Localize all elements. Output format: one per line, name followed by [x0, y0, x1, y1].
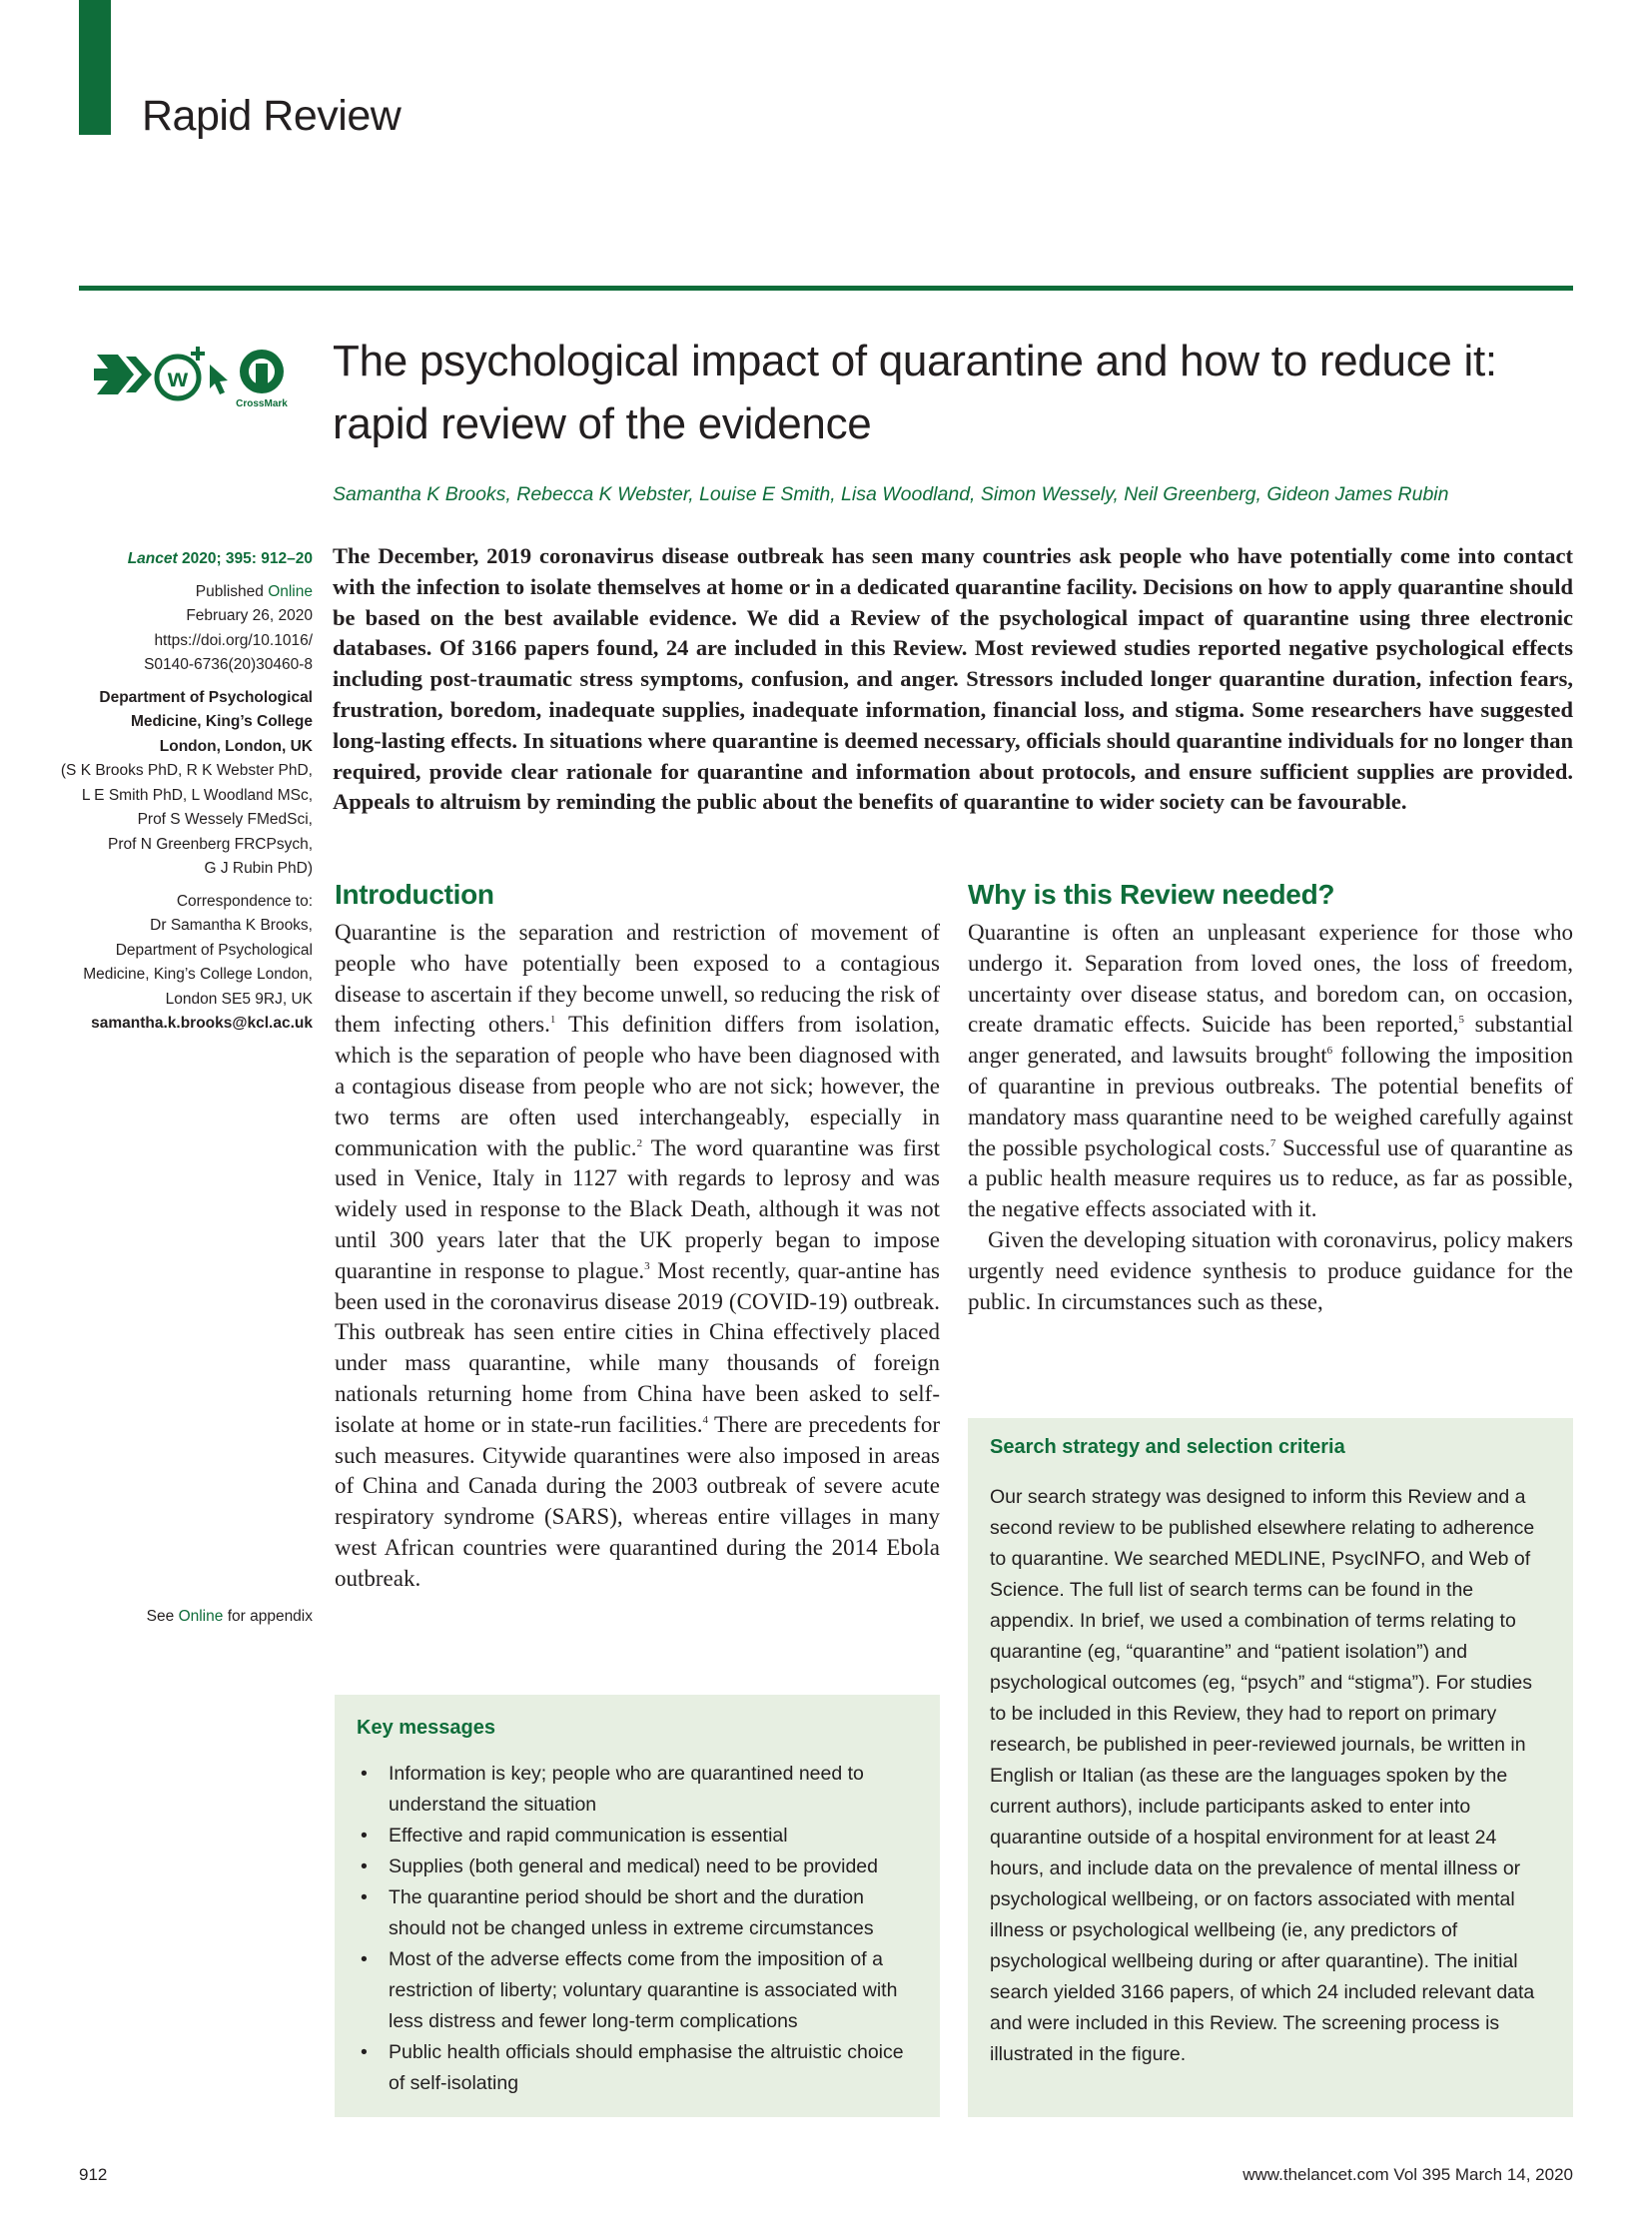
paragraph — [335, 918, 940, 1595]
key-messages-list — [357, 1759, 920, 2099]
author-degrees: L E Smith PhD, L Woodland MSc, — [81, 786, 313, 804]
correspondence-line: Medicine, King’s College London, — [83, 966, 313, 983]
published-online — [60, 580, 313, 605]
search-strategy-title: Search strategy and selection criteria — [990, 1436, 1345, 1458]
appendix-note — [60, 1608, 313, 1626]
crossmark-label: CrossMark — [236, 398, 288, 409]
affiliation-line: Department of Psychological — [99, 688, 313, 706]
key-messages-panel — [335, 1695, 940, 2117]
text-run: following the imposition of quarantine in previous outbreaks. The potential benefits of mandatory mass quarantine need to be weighed carefully against the possible psychological costs. — [968, 1043, 1573, 1160]
reference-marker[interactable]: 5 — [1458, 1014, 1464, 1027]
section-label: Rapid Review — [142, 92, 402, 140]
appendix-rest: for appendix — [227, 1608, 313, 1625]
list-item: • The quarantine period should be short and the duration should not be changed unless in extreme circumstances — [357, 1882, 920, 1944]
author-degrees: Prof N Greenberg FRCPsych, — [107, 835, 313, 853]
article-badges — [92, 335, 317, 414]
appendix-online-link[interactable]: Online — [178, 1608, 224, 1625]
text-run: Most recently, quar-antine has been used in the coronavirus disease 2019 (COVID-19) outbreak. This outbreak has seen entire cities in China effectively placed under mass quarantine, while many thousands of foreign nationals returning home from China have been asked to self-isolate at home or in state-run facilities. — [335, 1257, 940, 1437]
published-online-link[interactable]: Online — [268, 582, 313, 600]
reference-marker[interactable]: 2 — [636, 1136, 643, 1149]
author-degrees: (S K Brooks PhD, R K Webster PhD, — [60, 762, 313, 779]
why-review-heading: Why is this Review needed? — [968, 879, 1335, 910]
full-text-arrow-icon[interactable] — [94, 355, 152, 394]
correspondence-line: London SE5 9RJ, UK — [165, 990, 313, 1008]
journal-name: Lancet — [127, 550, 178, 567]
list-item: • Information is key; people who are quarantined need to understand the situation — [357, 1759, 920, 1821]
footer-journal-info: www.thelancet.com Vol 395 March 14, 2020 — [1242, 2165, 1573, 2184]
text-run: substantial anger generated, and lawsuits brought — [968, 1012, 1573, 1069]
correspondence-label: Correspondence to: — [176, 892, 313, 910]
introduction-body — [335, 918, 940, 1595]
correspondence-line: Dr Samantha K Brooks, — [150, 917, 313, 934]
header-rule — [79, 286, 1573, 291]
text-run: This definition differs from isolation, which is the separation of people who have been diagnosed with a contagious disease from people who are not sick; however, the two terms are often used interchangeably, especially in communication with the public. — [335, 1012, 940, 1160]
web-extra-icon[interactable] — [157, 347, 205, 398]
text-run: Quarantine is the separation and restriction of movement of people who have potentially been exposed to a contagious disease to ascertain if they become unwell, so reducing the risk of them infecting others. — [335, 920, 940, 1038]
page-number: 912 — [79, 2165, 108, 2184]
list-item: • Effective and rapid communication is essential — [357, 1821, 920, 1851]
section-color-tab — [79, 0, 111, 135]
text-run: Quarantine is often an unpleasant experience for those who undergo it. Separation from loved ones, the loss of freedom, uncertainty over disease status, and boredom can, on occasion, create dramatic effects. Suicide has been reported, — [968, 920, 1573, 1038]
abstract: The December, 2019 coronavirus disease outbreak has seen many countries ask people who have potentially come into contact with the infection to isolate themselves at home or in a dedicated quarantine facility. Decisions on how to apply quarantine should be based on the best available evidence. We did a Review of the psychological impact of quarantine using three electronic databases. Of 3166 papers found, 24 are included in this Review. Most reviewed studies reported negative psychological effects including post-traumatic stress symptoms, confusion, and anger. Stressors included longer quarantine duration, infection fears, frustration, boredom, inadequate supplies, inadequate information, financial loss, and stigma. Some researchers have suggested long-lasting effects. In situations where quarantine is deemed necessary, officials should quarantine individuals for no longer than required, provide clear rationale for quarantine and information about protocols, and ensure sufficient supplies are provided. Appeals to altruism by reminding the public about the benefits of quarantine to wider society can be favourable. — [333, 543, 1573, 815]
author-degrees: G J Rubin PhD) — [204, 860, 313, 877]
paragraph — [968, 918, 1573, 1225]
introduction-heading: Introduction — [335, 879, 494, 910]
why-review-body — [968, 918, 1573, 1317]
article-title: The psychological impact of quarantine and how to reduce it: rapid review of the evidence — [333, 337, 1497, 448]
search-strategy-panel — [968, 1418, 1573, 2117]
citation-volume: 2020; 395: 912–20 — [181, 550, 313, 567]
svg-text:w: w — [167, 363, 189, 392]
reference-marker[interactable]: 4 — [702, 1413, 709, 1426]
text-run: Successful use of quarantine as a public health measure requires us to reduce, as far as possible, the negative effects associated with it. — [968, 1134, 1573, 1222]
list-item: • Supplies (both general and medical) need to be provided — [357, 1851, 920, 1882]
doi-link-2[interactable]: S0140-6736(20)30460-8 — [144, 656, 313, 673]
affiliation-line: London, London, UK — [159, 737, 313, 755]
affiliation-line: Medicine, King’s College — [130, 713, 313, 730]
reference-marker[interactable]: 6 — [1326, 1045, 1333, 1058]
reference-marker[interactable]: 3 — [644, 1259, 650, 1272]
publication-date: February 26, 2020 — [186, 607, 313, 624]
author-list: Samantha K Brooks, Rebecca K Webster, Louise E Smith, Lisa Woodland, Simon Wessely, Neil Greenberg, Gideon James Rubin — [333, 483, 1449, 505]
correspondence-email[interactable]: samantha.k.brooks@kcl.ac.uk — [91, 1015, 313, 1032]
crossmark-icon[interactable] — [236, 350, 288, 409]
appendix-see: See — [146, 1608, 175, 1625]
text-run: The word quarantine was first used in Venice, Italy in 1127 with regards to leprosy and was widely used in response to the Black Death, although it was not until 300 years later that the UK properly began to impose quarantine in response to plague. — [335, 1134, 940, 1283]
reference-marker[interactable]: 7 — [1269, 1136, 1276, 1149]
article-sidebar — [60, 547, 313, 1037]
paragraph: Given the developing situation with coronavirus, policy makers urgently need evidence synthesis to produce guidance for the public. In circumstances such as these, — [968, 1226, 1573, 1314]
cursor-arrow-icon — [210, 365, 228, 394]
author-degrees: Prof S Wessely FMedSci, — [137, 811, 313, 828]
journal-citation — [60, 547, 313, 572]
correspondence-line: Department of Psychological — [115, 941, 313, 959]
search-strategy-text: Our search strategy was designed to inform this Review and a second review to be published elsewhere relating to adherence to quarantine. We searched MEDLINE, PsycINFO, and Web of Science. The full list of search terms can be found in the appendix. In brief, we used a combination of terms relating to quarantine (eg, “quarantine” and “patient isolation”) and psychological outcomes (eg, “psych” and “stigma”). For studies to be included in this Review, they had to report on primary research, be published in peer-reviewed journals, be written in English or Italian (as these are the languages spoken by the current authors), include participants asked to enter into quarantine outside of a hospital environment for at least 24 hours, and include data on the prevalence of mental illness or psychological wellbeing, or on factors associated with mental illness or psychological wellbeing (ie, any predictors of psychological wellbeing during or after quarantine). The initial search yielded 3166 papers, of which 24 included relevant data and were included in this Review. The screening process is illustrated in the figure. — [990, 1486, 1535, 2065]
published-prefix: Published — [195, 582, 264, 600]
list-item: • Most of the adverse effects come from the imposition of a restriction of liberty; voluntary quarantine is associated with less distress and fewer long-term complications — [357, 1944, 920, 2037]
reference-marker[interactable]: 1 — [549, 1014, 556, 1027]
list-item: • Public health officials should emphasise the altruistic choice of self-isolating — [357, 2037, 920, 2099]
key-messages-title: Key messages — [357, 1717, 495, 1739]
doi-link-1[interactable]: https://doi.org/10.1016/ — [154, 631, 313, 649]
text-run: There are precedents for such measures. Citywide quarantines were also imposed in areas of China and Canada during the 2003 outbreak of severe acute respiratory syndrome (SARS), whereas entire villages in many west African countries were quarantined during the 2014 Ebola outbreak. — [335, 1411, 940, 1591]
